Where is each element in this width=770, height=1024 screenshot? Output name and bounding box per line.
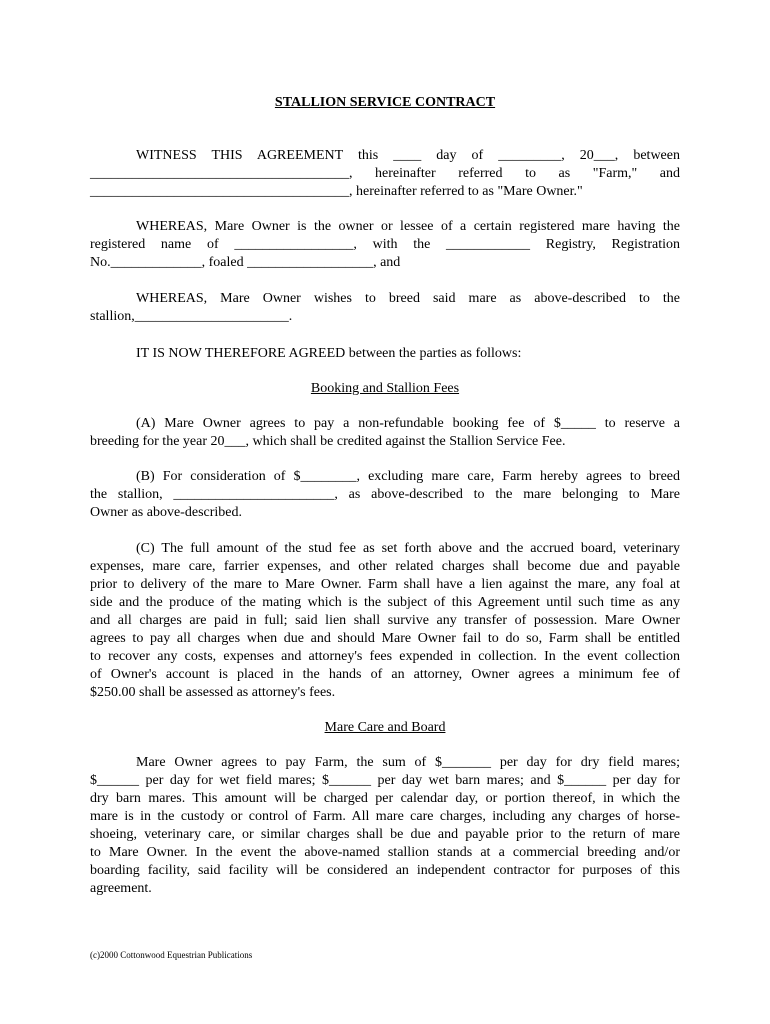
mare-care-line: Mare Owner agrees to pay Farm, the sum of $_______ per day for dry field mares; [136,755,680,770]
agreed-paragraph [90,345,680,363]
clause-c-line: to recover any costs, expenses and attorney's fees expended in collection. In the event collection [90,649,680,664]
mare-care-paragraph [90,754,680,898]
booking-fees-heading: Booking and Stallion Fees [310,381,460,396]
clause-c-line: prior to delivery of the mare to Mare Owner. Farm shall have a lien against the mare, any foal at [90,577,680,592]
witness-line: _____________________________________, hereinafter referred to as "Farm," and [90,166,680,181]
clause-a-line: (A) Mare Owner agrees to pay a non-refundable booking fee of $_____ to reserve a [136,416,680,431]
clause-c-line: side and the produce of the mating which is the subject of this Agreement until such time as any [90,595,680,610]
mare-care-line: $______ per day for wet field mares; $______ per day wet barn mares; and $______ per day for [90,773,680,788]
whereas-registered-mare-paragraph [90,218,680,272]
clause-c-line: (C) The full amount of the stud fee as set forth above and the accrued board, veterinary [136,541,680,556]
whereas-line: registered name of _________________, with the ____________ Registry, Registration [90,237,680,252]
clause-c-line: expenses, mare care, farrier expenses, and other related charges shall become due and payable [90,559,680,574]
mare-care-line: dry barn mares. This amount will be charged per calendar day, or portion thereof, in which the [90,791,680,806]
whereas-breed-paragraph [90,290,680,326]
clause-b-line: Owner as above-described. [90,505,242,520]
clause-a-line: breeding for the year 20___, which shall be credited against the Stallion Service Fee. [90,434,566,449]
clause-c-line: and all charges are paid in full; said lien shall survive any transfer of possession. Mare Owner [90,613,680,628]
clause-a-paragraph [90,415,680,451]
whereas-line: WHEREAS, Mare Owner wishes to breed said mare as above-described to the [136,291,680,306]
witness-line: WITNESS THIS AGREEMENT this ____ day of _________, 20___, between [136,148,680,163]
clause-c-line: agrees to pay all charges when due and should Mare Owner fail to do so, Farm shall be entitled [90,631,680,646]
clause-c-line: of Owner's account is placed in the hands of an attorney, Owner agrees a minimum fee of [90,667,680,682]
mare-care-line: agreement. [90,881,152,896]
clause-b-paragraph [90,468,680,522]
mare-care-line: shoeing, veterinary care, or similar charges shall be due and payable prior to the return of mare [90,827,680,842]
clause-b-line: (B) For consideration of $________, excluding mare care, Farm hereby agrees to breed [136,469,680,484]
clause-c-line: $250.00 shall be assessed as attorney's fees. [90,685,336,700]
mare-care-line: to Mare Owner. In the event the above-named stallion stands at a commercial breeding and/or [90,845,680,860]
mare-care-heading: Mare Care and Board [324,720,446,735]
clause-b-line: the stallion, _______________________, as above-described to the mare belonging to Mare [90,487,680,502]
whereas-line: stallion,______________________. [90,309,293,324]
copyright-footer: (c)2000 Cottonwood Equestrian Publications [90,950,253,960]
contract-title: STALLION SERVICE CONTRACT [274,95,496,110]
mare-care-line: mare is in the custody or control of Farm. All mare care charges, including any charges of horse- [90,809,680,824]
whereas-line: No._____________, foaled __________________, and [90,255,401,270]
agreed-line: IT IS NOW THEREFORE AGREED between the parties as follows: [136,346,522,361]
whereas-line: WHEREAS, Mare Owner is the owner or lessee of a certain registered mare having the [136,219,680,234]
mare-care-line: boarding facility, said facility will be considered an independent contractor for purposes of this [90,863,680,878]
witness-line: _____________________________________, hereinafter referred to as "Mare Owner." [90,184,583,199]
witness-paragraph [90,147,680,201]
clause-c-paragraph [90,540,680,702]
